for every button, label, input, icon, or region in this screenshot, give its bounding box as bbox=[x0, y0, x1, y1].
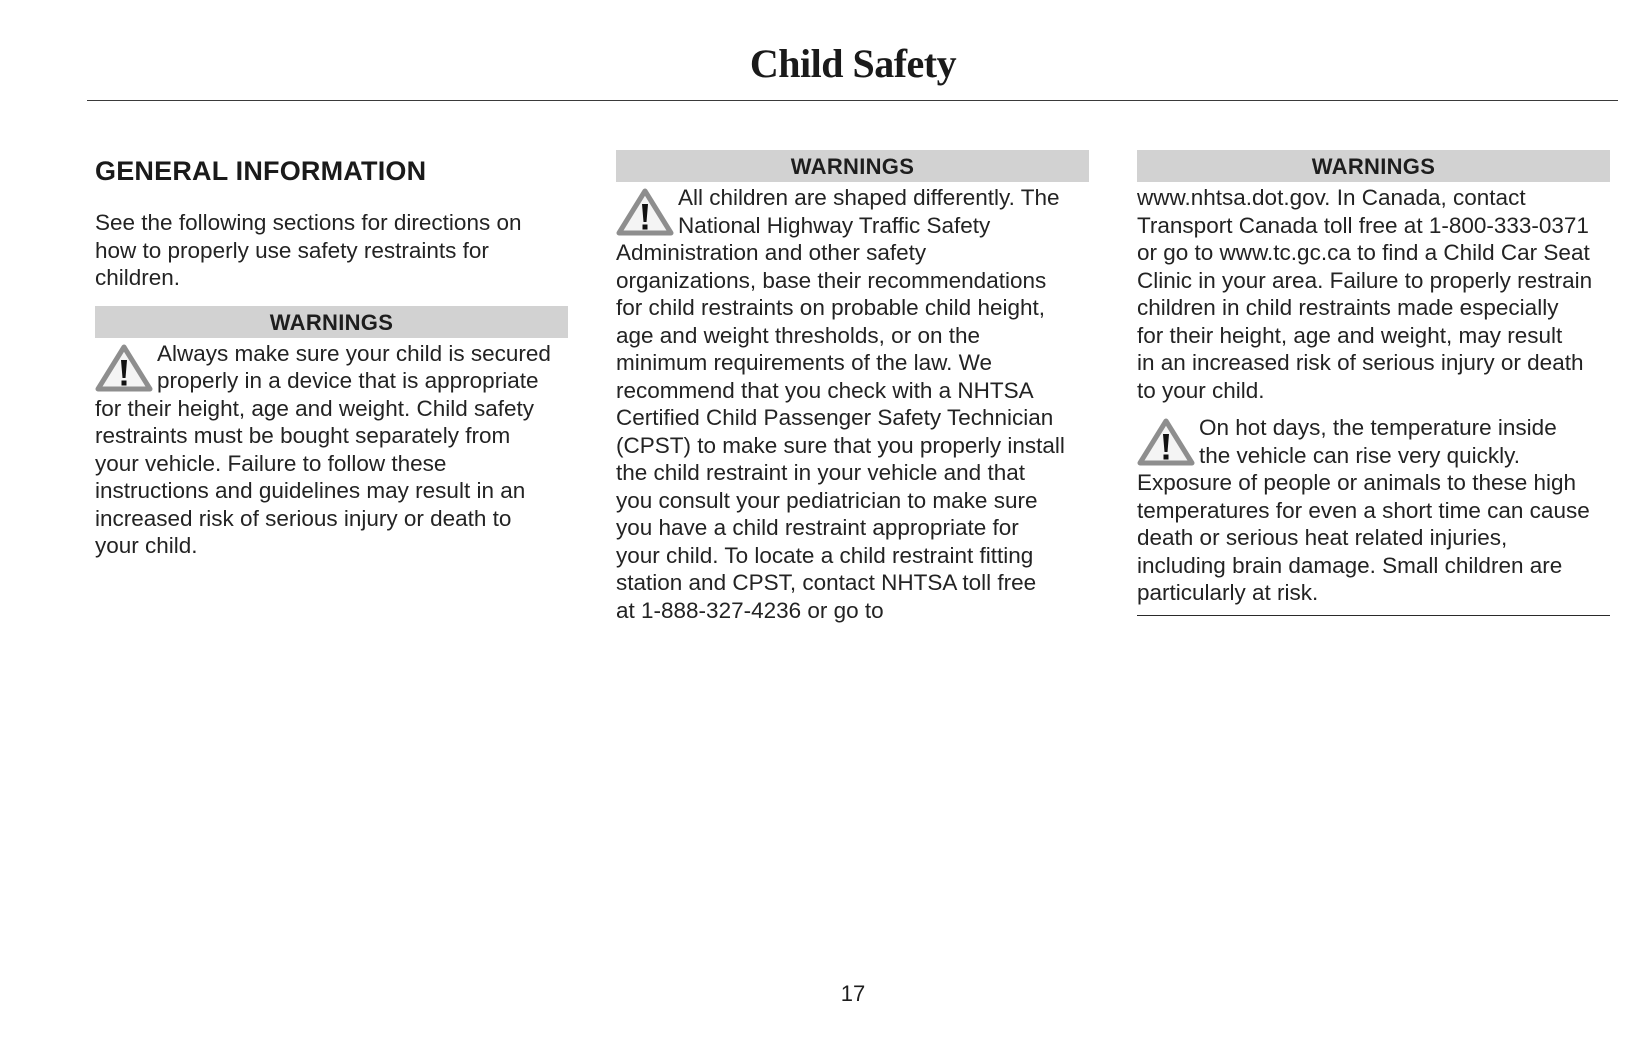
text-line: or go to www.tc.gc.ca to find a Child Car Seat bbox=[1137, 240, 1590, 265]
intro-paragraph bbox=[95, 209, 568, 292]
text-line: particularly at risk. bbox=[1137, 580, 1319, 605]
text-line: Administration and other safety bbox=[616, 240, 927, 265]
text-line: www.nhtsa.dot.gov. In Canada, contact bbox=[1137, 185, 1526, 210]
warning-triangle-icon bbox=[95, 343, 153, 393]
text-line: you have a child restraint appropriate for bbox=[616, 515, 1019, 540]
text-line: for their height, age and weight. Child safety bbox=[95, 395, 535, 421]
text-line: organizations, base their recommendations bbox=[616, 267, 1047, 293]
text-line: See the following sections for directions on bbox=[95, 210, 522, 235]
text-line: the child restraint in your vehicle and that bbox=[616, 460, 1025, 485]
text-line: All children are shaped differently. The bbox=[678, 185, 1060, 210]
text-line: age and weight thresholds, or on the bbox=[616, 322, 980, 348]
text-line: for child restraints on probable child height, bbox=[616, 295, 1045, 320]
text-line: in an increased risk of serious injury or death bbox=[1137, 350, 1584, 375]
page-number: 17 bbox=[840, 981, 866, 1006]
warning-block-secure-child bbox=[95, 340, 568, 560]
warnings-end-divider bbox=[1137, 615, 1610, 616]
text-line: recommend that you check with a NHTSA bbox=[616, 377, 1034, 403]
text-line: children in child restraints made especially bbox=[1137, 295, 1559, 320]
text-line: properly in a device that is appropriate bbox=[157, 368, 539, 393]
text-line: temperatures for even a short time can cause bbox=[1137, 497, 1590, 523]
section-heading-general-information: GENERAL INFORMATION bbox=[95, 156, 427, 186]
text-line: Exposure of people or animals to these high bbox=[1137, 470, 1577, 495]
header-divider bbox=[87, 100, 1618, 101]
left-column bbox=[95, 150, 568, 560]
text-line: including brain damage. Small children are bbox=[1137, 552, 1563, 578]
page-title: Child Safety bbox=[749, 41, 957, 86]
text-line: Certified Child Passenger Safety Technician bbox=[616, 405, 1054, 430]
middle-column bbox=[616, 150, 1089, 624]
text-line: On hot days, the temperature inside bbox=[1199, 415, 1557, 440]
text-line: (CPST) to make sure that you properly install bbox=[616, 432, 1065, 458]
warning-triangle-icon bbox=[1137, 417, 1195, 467]
text-line: you consult your pediatrician to make sure bbox=[616, 487, 1038, 513]
text-line: National Highway Traffic Safety bbox=[678, 212, 991, 238]
text-line: your vehicle. Failure to follow these bbox=[95, 450, 447, 476]
text-line: minimum requirements of the law. We bbox=[616, 350, 992, 375]
text-line: for their height, age and weight, may result bbox=[1137, 322, 1563, 348]
text-line: instructions and guidelines may result in an bbox=[95, 478, 526, 503]
warnings-header-bar: WARNINGS bbox=[616, 150, 1089, 182]
warning-block-continued bbox=[1137, 184, 1610, 404]
text-line: station and CPST, contact NHTSA toll free bbox=[616, 570, 1037, 595]
warnings-header-bar: WARNINGS bbox=[1137, 150, 1610, 182]
text-line: increased risk of serious injury or death to bbox=[95, 505, 512, 531]
text-line: Clinic in your area. Failure to properly restrain bbox=[1137, 267, 1593, 293]
right-column bbox=[1137, 150, 1610, 616]
text-line: the vehicle can rise very quickly. bbox=[1199, 442, 1520, 468]
text-line: children. bbox=[95, 265, 181, 290]
warnings-header-bar: WARNINGS bbox=[95, 306, 568, 338]
text-line: restraints must be bought separately from bbox=[95, 423, 511, 448]
text-line: to your child. bbox=[1137, 377, 1265, 403]
text-line: death or serious heat related injuries, bbox=[1137, 525, 1508, 550]
warning-block-child-shapes bbox=[616, 184, 1089, 624]
warning-triangle-icon bbox=[616, 187, 674, 237]
text-line: your child. To locate a child restraint fitting bbox=[616, 542, 1034, 568]
text-line: at 1-888-327-4236 or go to bbox=[616, 597, 884, 623]
text-line: Transport Canada toll free at 1-800-333-0371 bbox=[1137, 212, 1589, 238]
text-line: Always make sure your child is secured bbox=[157, 340, 551, 366]
warning-block-hot-days bbox=[1137, 414, 1610, 607]
text-line: your child. bbox=[95, 533, 198, 558]
text-line: how to properly use safety restraints for bbox=[95, 237, 489, 263]
